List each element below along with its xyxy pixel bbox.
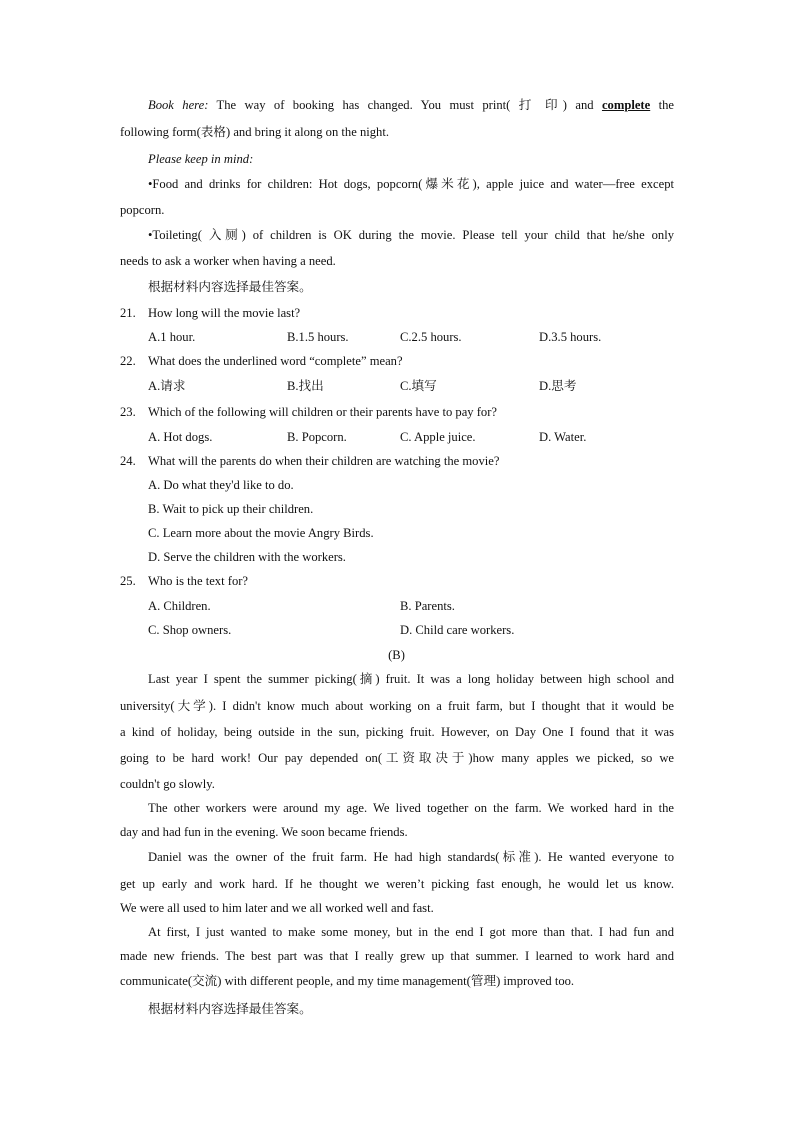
- option-d: D. Serve the children with the workers.: [148, 550, 346, 564]
- question-number: 22.: [120, 354, 136, 368]
- option-d: D.3.5 hours.: [539, 330, 602, 344]
- option-b: B.1.5 hours.: [287, 330, 349, 344]
- instruction-a: 根据材料内容选择最佳答案。: [148, 280, 312, 294]
- option-b: B. Parents.: [400, 599, 455, 613]
- option-b: B. Popcorn.: [287, 430, 347, 444]
- question-text: Who is the text for?: [148, 574, 249, 588]
- question-text: What does the underlined word “complete” mean?: [148, 354, 403, 368]
- section-b-label: (B): [388, 648, 405, 662]
- option-a: A.1 hour.: [148, 330, 196, 344]
- question-text: How long will the movie last?: [148, 306, 301, 320]
- option-c: C.填写: [400, 379, 437, 393]
- option-a: A.请求: [148, 379, 186, 393]
- toileting-line: •Toileting( 入厕) of children is OK during the movie. Please tell your child that he/she only: [148, 228, 674, 242]
- instruction-b: 根据材料内容选择最佳答案。: [148, 1002, 312, 1016]
- question-text: Which of the following will children or their parents have to pay for?: [148, 405, 498, 419]
- option-b: B.找出: [287, 379, 324, 393]
- option-d: D.思考: [539, 379, 577, 393]
- option-a: A. Hot dogs.: [148, 430, 213, 444]
- book-here-line-2: following form(表格) and bring it along on the night.: [120, 125, 389, 139]
- option-b: B. Wait to pick up their children.: [148, 502, 314, 516]
- keep-in-mind-heading: Please keep in mind:: [148, 152, 254, 166]
- toileting-line-2: needs to ask a worker when having a need.: [120, 254, 336, 268]
- option-c: C. Apple juice.: [400, 430, 476, 444]
- option-a: A. Do what they'd like to do.: [148, 478, 294, 492]
- option-d: D. Child care workers.: [400, 623, 515, 637]
- book-here-label: Book here: [148, 98, 205, 112]
- question-text: What will the parents do when their children are watching the movie?: [148, 454, 500, 468]
- question-number: 24.: [120, 454, 136, 468]
- food-drinks-line: •Food and drinks for children: Hot dogs, popcorn(爆米花), apple juice and water—free except: [148, 177, 674, 191]
- question-number: 25.: [120, 574, 136, 588]
- document-page: Book here: The way of booking has changed. You must print( 打 印) and complete the following form(表格) and bring it along on the night. Please keep in mind: •Food and drinks for children: Hot dogs, popcorn(爆米花), apple juice and water—free except popcorn. •Toileting( 入厕) of children is OK during the movie. Please tell your child that he/she only needs to ask a worker when having a need. 根据材料内容选择最佳答案。 21. How long will the movie last? A.1 hour. B.1.5 hours. C.2.5 hours. D.3.5 hours. 22. What does the underlined word “complete” mean? A.请求 B.找出 C.填写 D.思考 23. Which of the following will children or their parents have to pay for? A. Hot dogs. B. Popcorn. C. Apple juice. D. Water. 24. What will the parents do when their children are watching the movie? A. Do what they'd like to do. B. Wait to pick up their children. C. Learn more about the movie Angry Birds. D. Serve the children with the workers. 25. Who is the text for? A. Children. B. Parents. C. Shop owners. D. Child care workers. (B) Last year I spent the summer picking(摘) fruit. It was a long holiday between high school and university(大学). I didn't know much about working on a fruit farm, but I thought that it would be a kind of holiday, being outside in the sun, picking fruit. However, on Day One I found that it was going to be hard work! Our pay depended on(工资取决于)how many apples we picked, so we couldn't go slowly. The other workers were around my age. We lived together on the farm. We worked hard in the day and had fun in the evening. We soon became friends. Daniel was the owner of the fruit farm. He had high standards(标准). He wanted everyone to get up early and work hard. If he thought we weren’t picking fast enough, he would let us know. We were all used to him later and we all worked well and fast. At first, I just wanted to make some money, but in the end I got more than that. I had fun and made new friends. The best part was that I really grew up that summer. I learned to work hard and communicate(交流) with different people, and my time management(管理) improved too. 根据材料内容选择最佳答案。: [0, 0, 793, 1123]
- question-number: 23.: [120, 405, 136, 419]
- question-number: 21.: [120, 306, 136, 320]
- option-d: D. Water.: [539, 430, 587, 444]
- food-drinks-line-2: popcorn.: [120, 203, 165, 217]
- option-c: C.2.5 hours.: [400, 330, 462, 344]
- option-a: A. Children.: [148, 599, 211, 613]
- underlined-word-complete: complete: [601, 98, 651, 112]
- option-c: C. Shop owners.: [148, 623, 232, 637]
- option-c: C. Learn more about the movie Angry Birds.: [148, 526, 374, 540]
- book-here-line: Book here: The way of booking has changed. You must print( 打 印) and complete the: [148, 98, 674, 112]
